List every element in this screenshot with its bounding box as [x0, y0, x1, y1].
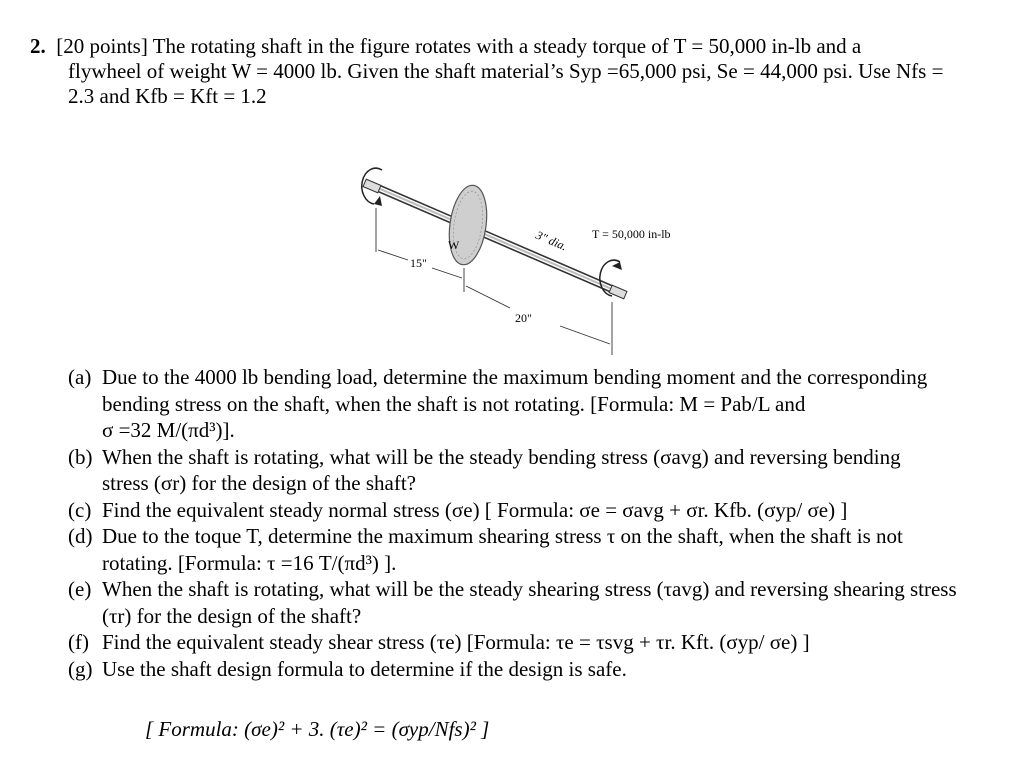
part-label: (e)	[68, 577, 92, 601]
right-span-dimension: 20"	[515, 311, 532, 325]
left-span-dimension: 15"	[410, 256, 427, 270]
part-label: (a)	[68, 365, 92, 389]
shaft-diameter-label: 3" dia.	[533, 227, 570, 254]
question-part	[68, 444, 1018, 497]
left-torque-arrow-icon	[362, 168, 382, 206]
flywheel-weight-label: W	[448, 238, 460, 252]
question-parts	[68, 364, 1018, 682]
part-text-line: bending stress on the shaft, when the shaft is not rotating. [Formula: M = Pab/L and	[102, 391, 806, 416]
question-part	[68, 523, 1018, 576]
part-text-line: σ =32 M/(πd³)].	[102, 418, 235, 442]
question-part	[68, 656, 1018, 683]
part-text-line: Find the equivalent steady shear stress (τe) [Formula: τe = τsvg + τr. Kft. (σyp/ σe) ]	[102, 630, 810, 654]
dimension-lines	[376, 208, 612, 355]
problem-statement	[30, 34, 1020, 109]
question-part	[68, 629, 1018, 656]
question-part	[68, 576, 1018, 629]
part-text-line: rotating. [Formula: τ =16 T/(πd³) ].	[102, 550, 397, 575]
part-text-line: (τr) for the design of the shaft?	[102, 603, 362, 628]
part-text-line: Find the equivalent steady normal stress (σe) [ Formula: σe = σavg + σr. Kfb. (σyp/ σe) ]	[102, 497, 848, 522]
part-label: (c)	[68, 497, 92, 522]
question-part	[68, 497, 1018, 524]
shaft-figure	[330, 150, 730, 365]
flywheel	[445, 183, 492, 267]
final-design-formula: [ Formula: (σe)² + 3. (τe)² = (σyp/Nfs)² ]	[145, 717, 490, 741]
problem-line-1	[30, 34, 1020, 59]
right-torque-arrow-icon	[600, 260, 627, 299]
part-text-line: Due to the 4000 lb bending load, determine the maximum bending moment and the corresponding	[102, 365, 928, 389]
part-text-line: When the shaft is rotating, what will be the steady shearing stress (τavg) and reversing shearing stress	[102, 577, 957, 601]
part-label: (g)	[68, 656, 93, 681]
problem-line-3: 2.3 and Kfb = Kft = 1.2	[68, 84, 267, 108]
torque-label: T = 50,000 in-lb	[592, 227, 671, 241]
part-text-line: Use the shaft design formula to determine if the design is safe.	[102, 656, 627, 681]
part-text-line: Due to the toque T, determine the maximum shearing stress τ on the shaft, when the shaft is not	[102, 524, 903, 548]
problem-number: 2.	[30, 34, 46, 58]
question-part	[68, 364, 1018, 444]
part-label: (b)	[68, 444, 93, 469]
shaft	[370, 182, 622, 296]
part-text-line: When the shaft is rotating, what will be the steady bending stress (σavg) and reversing bending	[102, 444, 901, 469]
problem-line-1-text: [20 points] The rotating shaft in the figure rotates with a steady torque of T = 50,000 in-lb and a	[56, 34, 862, 58]
part-label: (d)	[68, 524, 93, 548]
problem-line-2: flywheel of weight W = 4000 lb. Given the shaft material’s Syp =65,000 psi, Se = 44,000 psi. Use Nfs =	[68, 59, 944, 83]
part-text-line: stress (σr) for the design of the shaft?	[102, 471, 416, 495]
part-label: (f)	[68, 630, 89, 654]
